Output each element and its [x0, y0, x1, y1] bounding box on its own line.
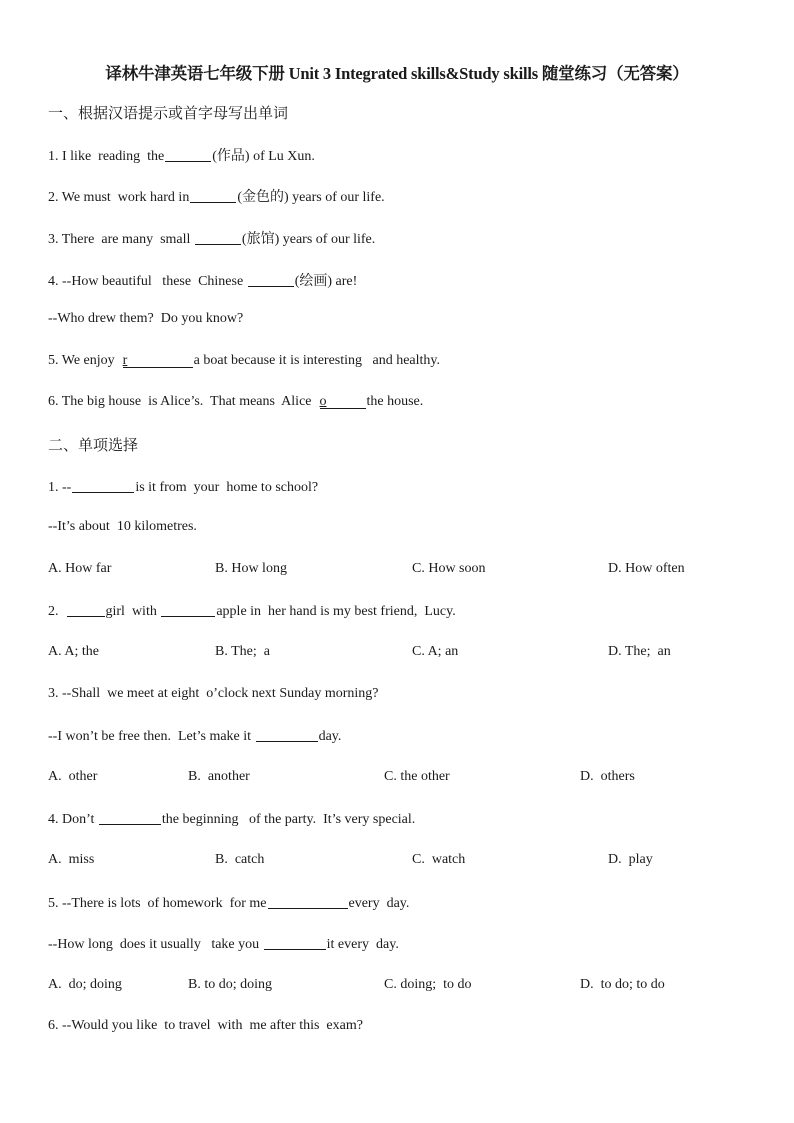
mc-question-3-reply [48, 727, 341, 745]
mc-question-3: 3. --Shall we meet at eight o’clock next Sunday morning? [48, 686, 379, 701]
answer-blank[interactable] [165, 147, 211, 162]
question-text: 1. -- [48, 480, 72, 495]
option-d[interactable]: D. to do; to do [580, 977, 665, 992]
option-c[interactable]: C. How soon [412, 561, 486, 576]
vocab-question-5 [48, 353, 440, 369]
answer-blank[interactable] [99, 810, 161, 825]
option-a[interactable]: A. How far [48, 561, 112, 576]
question-text: 4. --How beautiful these Chinese [48, 274, 247, 289]
question-text: (作品) of Lu Xun. [212, 149, 315, 164]
question-text: the house. [366, 394, 424, 409]
question-text: apple in her hand is my best friend, Lucy. [216, 604, 456, 619]
mc-question-6: 6. --Would you like to travel with me after this exam? [48, 1018, 363, 1033]
question-text: is it from your home to school? [135, 480, 319, 495]
answer-blank[interactable] [264, 935, 326, 950]
vocab-question-4 [48, 270, 357, 290]
first-letter-hint: r [122, 353, 128, 368]
answer-blank[interactable] [67, 602, 105, 617]
option-d[interactable]: D. The; an [608, 644, 671, 659]
vocab-question-4-reply: --Who drew them? Do you know? [48, 311, 244, 326]
question-text: every day. [348, 896, 410, 911]
option-b[interactable]: B. to do; doing [188, 977, 273, 992]
question-text: 5. --There is lots of homework for me [48, 896, 267, 911]
question-text: 5. We enjoy [48, 353, 122, 368]
mc-question-4 [48, 810, 415, 828]
question-text: 6. The big house is Alice’s. That means Alice [48, 394, 319, 409]
option-a[interactable]: A. A; the [48, 644, 99, 659]
mc-question-5 [48, 894, 409, 912]
mc-question-2 [48, 602, 456, 620]
question-text: 1. I like reading the [48, 149, 165, 164]
answer-blank[interactable] [72, 478, 134, 493]
mc-question-5-reply [48, 935, 399, 953]
answer-blank[interactable] [256, 727, 318, 742]
question-text: girl with [105, 604, 161, 619]
option-a[interactable]: A. other [48, 769, 98, 784]
vocab-question-1 [48, 145, 315, 165]
section-heading-vocabulary: 一、根据汉语提示或首字母写出单词 [48, 106, 289, 122]
question-text: 3. There are many small [48, 232, 194, 247]
option-c[interactable]: C. watch [412, 852, 466, 867]
vocab-question-3 [48, 228, 375, 248]
option-b[interactable]: B. another [188, 769, 250, 784]
answer-blank[interactable] [320, 394, 366, 409]
answer-blank[interactable] [190, 188, 236, 203]
question-text: 4. Don’t [48, 812, 98, 827]
option-b[interactable]: B. catch [215, 852, 265, 867]
question-text: (绘画) are! [294, 274, 358, 289]
option-c[interactable]: C. A; an [412, 644, 459, 659]
question-text: --I won’t be free then. Let’s make it [48, 729, 255, 744]
answer-blank[interactable] [161, 602, 215, 617]
mc-question-1 [48, 478, 318, 496]
answer-blank[interactable] [248, 272, 294, 287]
answer-blank[interactable] [123, 353, 193, 368]
question-text: --How long does it usually take you [48, 937, 263, 952]
question-text: a boat because it is interesting and healthy. [193, 353, 441, 368]
option-a[interactable]: A. do; doing [48, 977, 122, 992]
question-text: the beginning of the party. It’s very special. [161, 812, 416, 827]
question-text: (旅馆) years of our life. [241, 232, 376, 247]
question-text: it every day. [326, 937, 399, 952]
question-text: day. [318, 729, 342, 744]
option-d[interactable]: D. play [608, 852, 653, 867]
answer-blank[interactable] [195, 230, 241, 245]
section-heading-multiple-choice: 二、单项选择 [48, 438, 139, 454]
option-b[interactable]: B. How long [215, 561, 287, 576]
question-text: (金色的) years of our life. [237, 190, 385, 205]
question-text: 2. We must work hard in [48, 190, 190, 205]
vocab-question-6 [48, 394, 423, 410]
page-title: 译林牛津英语七年级下册 Unit 3 Integrated skills&Study skills 随堂练习（无答案） [105, 64, 689, 83]
option-d[interactable]: D. others [580, 769, 635, 784]
question-text: 2. [48, 604, 66, 619]
option-c[interactable]: C. doing; to do [384, 977, 472, 992]
option-c[interactable]: C. the other [384, 769, 450, 784]
answer-blank[interactable] [268, 894, 348, 909]
option-b[interactable]: B. The; a [215, 644, 270, 659]
first-letter-hint: o [319, 394, 327, 409]
option-d[interactable]: D. How often [608, 561, 685, 576]
vocab-question-2 [48, 186, 385, 206]
option-a[interactable]: A. miss [48, 852, 95, 867]
mc-question-1-reply: --It’s about 10 kilometres. [48, 519, 197, 534]
